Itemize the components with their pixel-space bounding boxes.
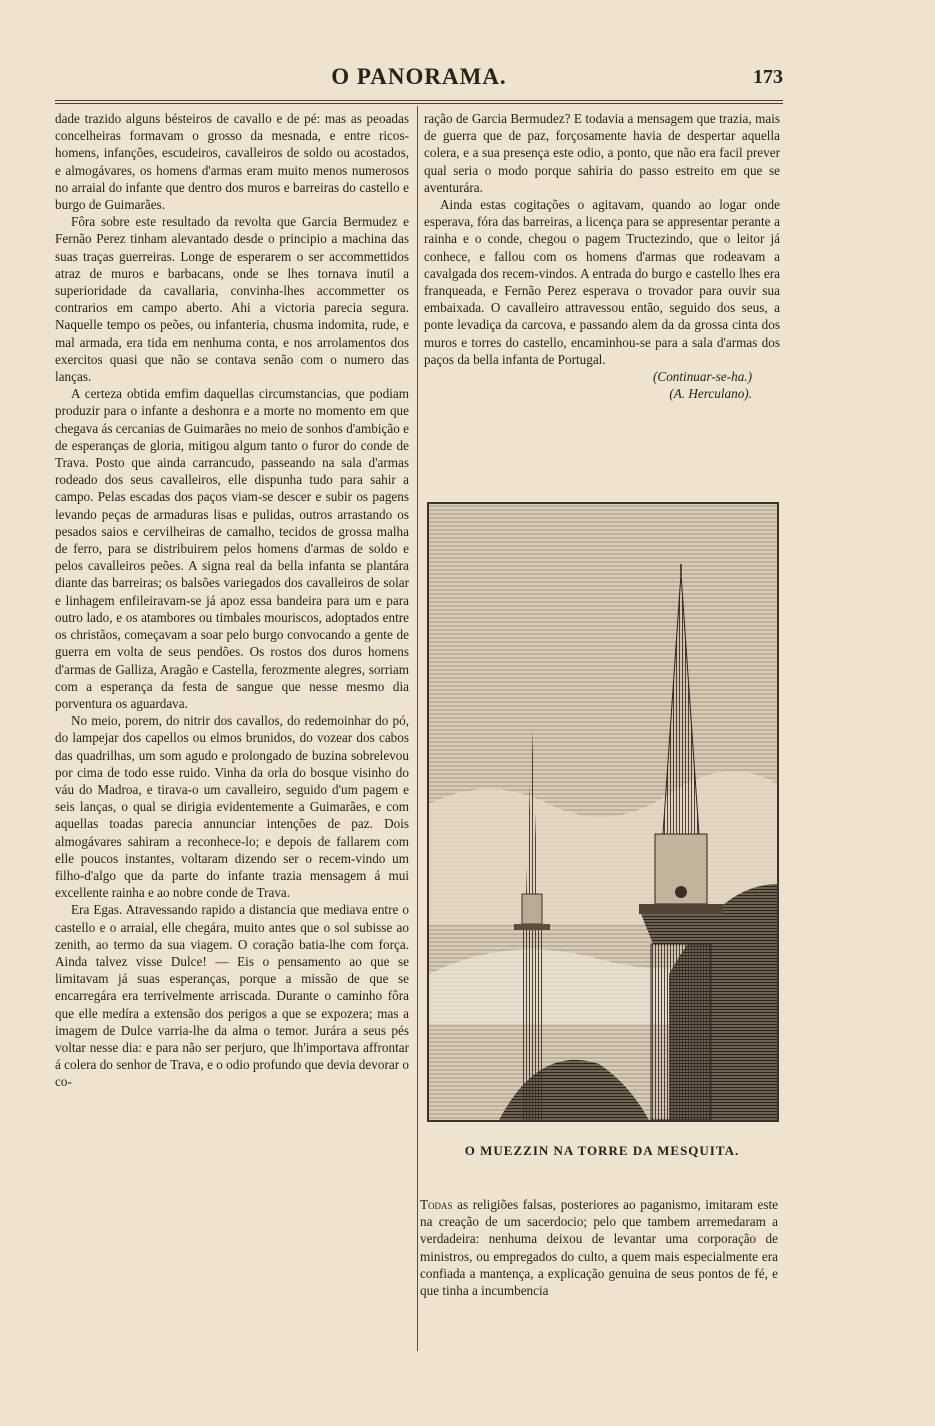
paragraph: A certeza obtida emfim daquellas circumstancias, que podiam produzir para o infante a deshonra e a morte no momento em que chegava ás cercanias de Guimarães no meio de sonhos d'ambição e de esperanças de gloria, mitigou algum tanto o furor do conde de Trava. Posto que ainda carrancudo, passeando na sala d'armas rodeado dos seus cavalleiros, elle dispunha tudo para sahir a campo. Pelas escadas dos paços viam-se descer e subir os pagens levando peças de armaduras lisas e pulidas, outros arrastando os pesados saios e cervilheiras de camalho, tecidos de grossa malha de ferro, para se distribuirem pelos homens d'armas de soldo e pelos cavalleiros peões. A signa real da bella infanta se plantára diante das barreiras; os balsões variegados dos cavalleiros de solar e linhagem enfileiravam-se já apoz essa bandeira para um e para outro lado, e os atambores ou timbales mouriscos, adoptados entre os christãos, começavam a soar pelo burgo convocando a gente de guerra em volta de seus pendões. Os rostos dos duros homens d'armas de Galliza, Aragão e Castella, ferozmente alegres, sorriam com a esperança da festa de sangue que nesse mesmo dia porventura os aguardava.	[55, 386, 409, 711]
minaret-engraving	[427, 502, 779, 1122]
masthead-title: O PANORAMA.	[331, 64, 507, 89]
article-text: as religiões falsas, posteriores ao paganismo, imitaram este na creação de um sacerdocio; pelo que tambem arremedaram a verdadeira: nenhuma deixou de levantar uma corporação de ministros, ou empregados do culto, a quem mais especialmente era confiada a mantença, a explicação genuina de seus pontos de fé, e que tinha a incumbencia	[420, 1197, 778, 1299]
paragraph: Fôra sobre este resultado da revolta que Garcia Bermudez e Fernão Perez tinham alevantado desde o principio a machina das suas traças guerreiras. Longe de esperarem o ser accommettidos atraz de muros e barbacans, onde se lhes tornava inutil a superioridade da cavallaria, convinha-lhes accommetter os contrarios em campo aberto. Ahi a victoria parecia segura. Naquelle tempo os peões, ou infanteria, chusma indomita, rude, e mal armada, era tida em nenhuma conta, e nos arrolamentos dos exercitos quasi que não se contava senão com o numero das lanças.	[55, 214, 409, 385]
paragraph: No meio, porem, do nitrir dos cavallos, do redemoinhar do pó, do lampejar dos capellos ou elmos brunidos, do vozear dos cabos das quadrilhas, um som agudo e prolongado de buzina sobrelevou por cima de todo esse ruido. Vinha da orla do bosque visinho do váu do Madroa, e tirava-o um cavalleiro, seguido d'um pagem e seis lanças, o qual se dirigia evidentemente a Guimarães, e com aquellas toadas parecia annunciar intenções de paz. Dois almogávares sahiram a reconhece-lo; e depois de fallarem com elle poucos instantes, voltaram dizendo ser o recem-vindo um filho-d'algo que da parte do infante trazia mensagem á mui excellente rainha e ao nobre conde de Trava.	[55, 713, 409, 901]
continuation-note: (Continuar-se-ha.)	[653, 369, 752, 385]
page-header	[55, 60, 783, 96]
header-rule	[55, 100, 783, 104]
column-divider	[417, 106, 418, 1351]
drop-lead: Todas	[420, 1197, 453, 1212]
right-column	[424, 110, 780, 402]
paragraph: Era Egas. Atravessando rapido a distancia que mediava entre o castello e o arraial, elle chegára, muito antes que o sol subisse ao zenith, ao termo da sua viagem. O coração batia-lhe com força. Ainda talvez visse Dulce! — Eis o pensamento ao que se limitavam já suas esperanças, porque a missão de que se encarregára era terrivelmente arriscada. Durante o caminho fôra que elle medíra a extensão dos perigos a que se expozera; mas a imagem de Dulce varria-lhe da alma o temor. Jurára a seus pés voltar nesse dia: e para não ser perjuro, que lh'importava affrontar á colera do senhor de Trava, e o odio profundo que devia devorar o co-	[55, 902, 409, 1090]
illustration-caption: O MUEZZIN NA TORRE DA MESQUITA.	[464, 1143, 740, 1158]
paragraph: dade trazido alguns bésteiros de cavallo e de pé: mas as peoadas concelheiras formavam o grosso da mesnada, e entre ricos-homens, infanções, escudeiros, cavalleiros de soldo ou acostados, e almogávares, os homens d'armas eram muito menos numerosos no arraial do infante que dentro dos muros e barreiras do castello e burgo de Guimarães.	[55, 111, 409, 213]
paragraph	[420, 1196, 778, 1299]
article-religion	[420, 1196, 778, 1299]
page-number: 173	[753, 66, 783, 88]
engraving-image	[429, 504, 777, 1120]
left-column	[55, 110, 409, 1091]
paragraph: ração de Garcia Bermudez? E todavia a mensagem que trazia, mais de guerra que de paz, forçosamente havia de despertar aquella colera, e a sua presença este odio, a ponto, que não era facil prever qual seria o modo porque sahiria do passo estreito em que se aventurára.	[424, 111, 780, 195]
paragraph: Ainda estas cogitações o agitavam, quando ao logar onde esperava, fóra das barreiras, a licença para se appresentar perante a rainha e o conde, chegou o pagem Tructezindo, que o leitor já conhece, e fallou com os homens d'armas que rodeavam a cavalgada dos recem-vindos. A entrada do burgo e castello lhes era franqueada, e Fernão Perez esperava o trovador para ouvir sua embaixada. O cavalleiro attravessou então, seguido dos seus, a ponte levadiça da carcova, e passando alem da da grossa cinta dos muros e torres do castello, encaminhou-se para a sala d'armas dos paços da bella infanta de Portugal.	[424, 197, 780, 367]
author-signature: (A. Herculano).	[669, 386, 752, 402]
